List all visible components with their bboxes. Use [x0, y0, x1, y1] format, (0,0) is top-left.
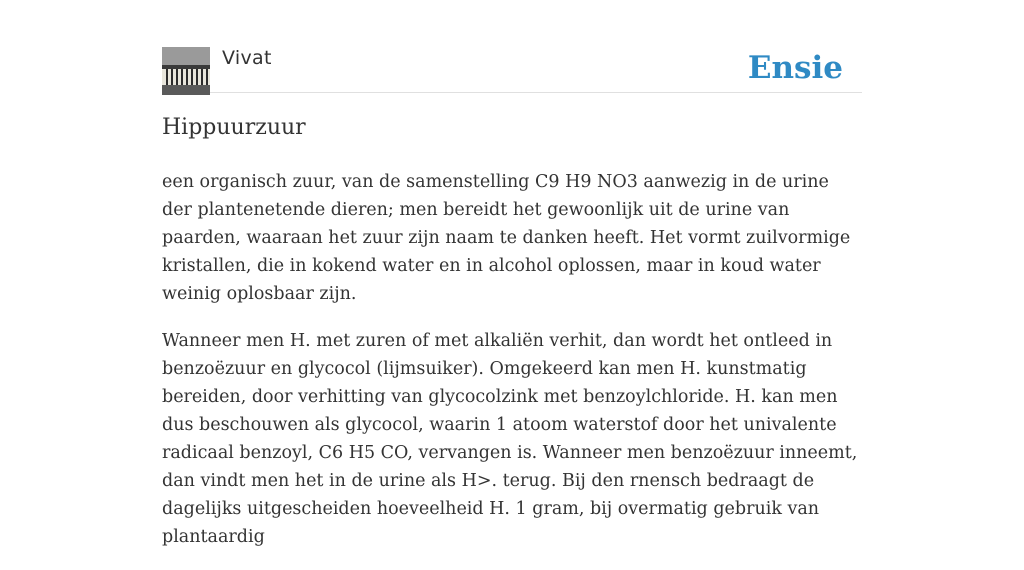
author-name[interactable]: Vivat: [222, 47, 272, 69]
avatar-image: [162, 47, 210, 95]
header: [162, 46, 862, 93]
page-title: Hippuurzuur: [162, 115, 306, 140]
avatar-photo-icon[interactable]: [162, 47, 210, 95]
paragraph: een organisch zuur, van de samenstelling C9 H9 NO3 aanwezig in de urine der plantenetende dieren; men bereidt het gewoonlijk uit de urine van paarden, waaraan het zuur zijn naam te danken heeft. Het vormt zuilvormige kristallen, die in kokend water en in alcohol oplossen, maar in koud water weinig oplosbaar zijn.: [162, 172, 851, 304]
ensie-logo[interactable]: Ensie: [747, 50, 843, 86]
paragraph: Wanneer men H. met zuren of met alkaliën verhit, dan wordt het ontleed in benzoëzuur en glycocol (lijmsuiker). Omgekeerd kan men H. kunstmatig bereiden, door verhitting van glycocolzink met benzoylchloride. H. kan men dus beschouwen als glycocol, waarin 1 atoom waterstof door het univalente radicaal benzoyl, C6 H5 CO, vervangen is. Wanneer men benzoëzuur inneemt, dan vindt men het in de urine als H>. terug. Bij den rnensch bedraagt de dagelijks uitgescheiden hoeveelheid H. 1 gram, bij overmatig gebruik van plantaardig: [162, 331, 858, 547]
article-body: [162, 168, 862, 570]
